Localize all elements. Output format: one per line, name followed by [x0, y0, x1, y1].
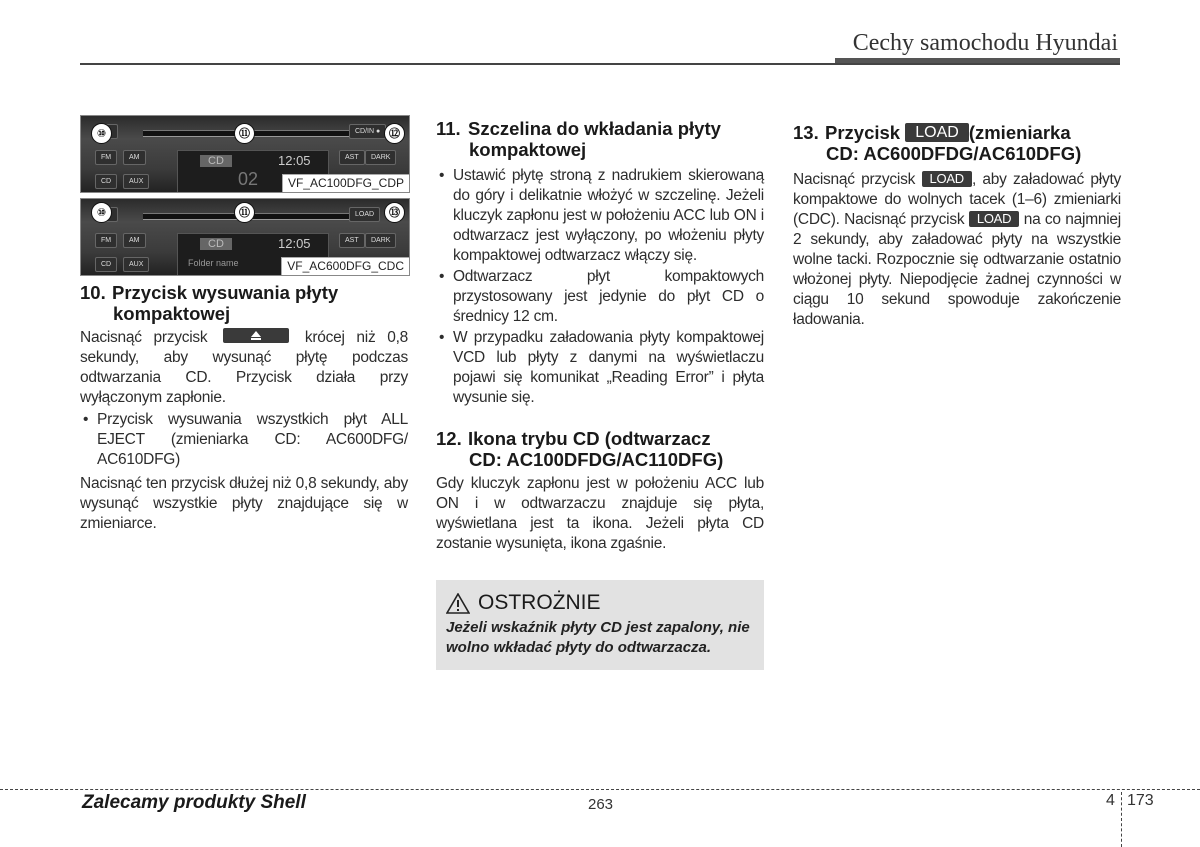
footer-page-number: 173 — [1127, 792, 1154, 809]
section-13-paragraph — [793, 170, 1121, 330]
column-middle — [436, 118, 764, 670]
section-12-heading — [436, 428, 764, 470]
heading-line2: CD: AC600DFDG/AC610DFG) — [826, 143, 1082, 164]
fm-button-graphic: FM — [95, 150, 117, 165]
text-part: krócej niż 0,8 sekundy, aby wysunąć płytę podczas odtwarzania CD. Przycisk działa przy wyłączonym zapłonie. — [80, 329, 409, 406]
header-rule — [80, 63, 1120, 65]
display-time: 12:05 — [278, 153, 311, 168]
cd-button-graphic: CD — [95, 174, 117, 189]
marker-12: ⑫ — [384, 123, 405, 144]
section-11-heading — [436, 118, 764, 160]
section-number: 10. — [80, 282, 106, 303]
section-12-paragraph: Gdy kluczyk zapłonu jest w położeniu ACC lub ON i w odtwarzaczu znajduje się płyta, wyświetlana jest ta ikona. Jeżeli płyta CD zostanie wysunięta, ikona zgaśnie. — [436, 475, 764, 552]
caution-title-text: OSTROŻNIE — [478, 591, 601, 614]
load-button-icon: LOAD — [922, 171, 972, 187]
bullet-item: • Przycisk wysuwania wszystkich płyt ALL EJECT (zmieniarka CD: AC600DFG/ AC610DFG) — [80, 410, 408, 470]
bullet-item: • W przypadku załadowania płyty kompaktowej VCD lub płyty z danymi na wyświetlaczu pojawi się komunikat „Reading Error” i płyta wysunie się. — [436, 328, 764, 408]
radio-image-cdc — [80, 198, 410, 276]
marker-11: ⑪ — [234, 202, 255, 223]
footer-divider — [1121, 792, 1122, 847]
section-number: 12. — [436, 428, 462, 449]
image-caption: VF_AC100DFG_CDP — [282, 174, 409, 192]
caution-title — [446, 590, 754, 616]
cd-button-graphic: CD — [95, 257, 117, 272]
top-right-button-graphic: CD/IN ● — [349, 124, 386, 139]
dark-button-graphic: DARK — [365, 150, 396, 165]
load-button-icon: LOAD — [905, 123, 969, 142]
heading-part: Przycisk — [825, 122, 901, 143]
footer-chapter-number: 4 — [1106, 792, 1115, 809]
footer-rule — [0, 789, 1200, 790]
section-10-heading — [80, 282, 408, 324]
display-time: 12:05 — [278, 236, 311, 251]
heading-line2: kompaktowej — [113, 303, 231, 324]
column-left — [80, 115, 408, 534]
heading-line2: kompaktowej — [469, 139, 587, 160]
load-button-icon: LOAD — [969, 211, 1019, 227]
fm-button-graphic: FM — [95, 233, 117, 248]
caution-box — [436, 580, 764, 670]
section-13-heading — [793, 122, 1121, 164]
text-part: na co najmniej 2 sekundy, aby załadować płyty na wszystkie wolne tacki. Rozpocznie się odtwarzanie ostatnio włożonej płyty. Niepodjęcie żadnej czynności w ciągu 10 sekund spowoduje zakończenie ładowania. — [793, 211, 1121, 328]
marker-11: ⑪ — [234, 123, 255, 144]
section-10-bullets — [80, 410, 408, 470]
ast-button-graphic: AST — [339, 150, 365, 165]
warning-icon — [446, 593, 470, 614]
cd-mode-indicator: CD — [200, 238, 232, 250]
text-part: Nacisnąć przycisk — [793, 171, 916, 188]
marker-13: ⑬ — [384, 202, 405, 223]
section-number: 13. — [793, 122, 819, 143]
display-digits: 02 — [238, 169, 259, 189]
section-number: 11. — [436, 118, 461, 139]
caution-text: Jeżeli wskaźnik płyty CD jest zapalony, nie wolno wkładać płyty do odtwarzacza. — [446, 619, 750, 656]
header-title: Cechy samochodu Hyundai — [852, 30, 1118, 56]
heading-part: (zmieniarka — [968, 122, 1071, 143]
bullet-item: • Odtwarzacz płyt kompaktowych przystosowany jest jedynie do płyt CD o średnicy 12 cm. — [436, 267, 764, 327]
heading-line1: Ikona trybu CD (odtwarzacz — [468, 428, 711, 449]
heading-line1: Przycisk wysuwania płyty — [112, 282, 339, 303]
footer-pdf-page-number: 263 — [588, 796, 614, 813]
am-button-graphic: AM — [123, 233, 146, 248]
bullet-item: • Ustawić płytę stroną z nadrukiem skierowaną do góry i delikatnie włożyć w szczelinę. Jeżeli kluczyk zapłonu jest w położeniu ACC lub ON i odtwarzacz jest wyłączony, po włożeniu płyty kompaktowej odtwarzacz włączy się. — [436, 166, 764, 266]
display-folder-name: Folder name — [188, 258, 239, 268]
dark-button-graphic: DARK — [365, 233, 396, 248]
section-10 — [80, 282, 408, 534]
heading-line1: Szczelina do wkładania płyty — [468, 118, 721, 139]
image-caption: VF_AC600DFG_CDC — [281, 257, 409, 275]
am-button-graphic: AM — [123, 150, 146, 165]
heading-line2: CD: AC100DFDG/AC110DFG) — [469, 449, 724, 470]
load-button-graphic: LOAD — [349, 207, 380, 222]
text-part: , aby załadować płyty kompaktowe do wolnych tacek (1–6) zmieniarki (CDC). Nacisnąć przycisk — [793, 171, 1122, 228]
marker-10: ⑩ — [91, 202, 112, 223]
aux-button-graphic: AUX — [123, 257, 149, 272]
marker-10: ⑩ — [91, 123, 112, 144]
aux-button-graphic: AUX — [123, 174, 149, 189]
footer-slogan: Zalecamy produkty Shell — [82, 792, 306, 813]
radio-image-cdp — [80, 115, 410, 193]
ast-button-graphic: AST — [339, 233, 365, 248]
section-11-bullets — [436, 166, 764, 408]
section-10-paragraph-2: Nacisnąć ten przycisk dłużej niż 0,8 sekundy, aby wysunąć wszystkie płyty znajdujące się w zmieniarce. — [80, 475, 408, 532]
text-part: Nacisnąć przycisk — [80, 329, 208, 346]
eject-icon — [223, 328, 289, 343]
column-right — [793, 122, 1121, 330]
cd-mode-indicator: CD — [200, 155, 232, 167]
section-10-paragraph — [80, 328, 408, 408]
